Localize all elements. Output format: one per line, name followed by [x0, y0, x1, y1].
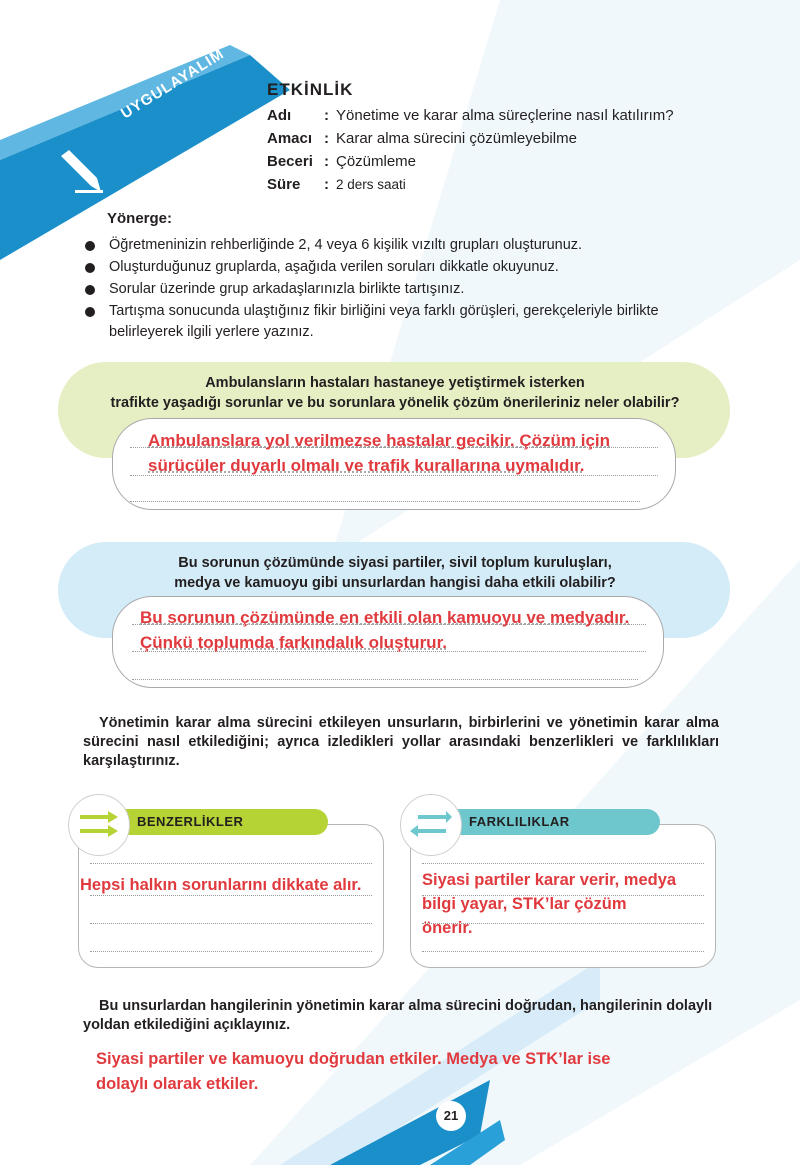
direct-indirect-answer-line2: dolaylı olarak etkiler. — [96, 1075, 259, 1093]
question1-line1: Ambulansların hastaları hastaneye yetiştirmek isterken — [205, 375, 585, 391]
question2-answer-line1: Bu sorunun çözümünde en etkili olan kamuoyu ve medyadır. — [140, 608, 630, 627]
info-key: Beceri — [267, 153, 313, 170]
info-key: Süre — [267, 176, 301, 193]
list-item-text: Tartışma sonucunda ulaştığınız fikir birliğini veya farklı görüşleri, gerekçeleriyle birlikte belirleyerek ilgili yerlere yazınız. — [109, 303, 659, 340]
list-item-text: Öğretmeninizin rehberliğinde 2, 4 veya 6 kişilik vızıltı grupları oluşturunuz. — [109, 237, 583, 253]
list-item — [85, 279, 725, 300]
exchange-arrows-icon — [410, 809, 452, 841]
direct-indirect-answer — [96, 1047, 736, 1097]
question1-answer — [148, 428, 668, 478]
info-colon: : — [324, 130, 329, 147]
info-row-aim — [267, 127, 674, 150]
info-row-duration — [267, 173, 674, 196]
info-key: Amacı — [267, 130, 313, 147]
question1-line2: trafikte yaşadığı sorunlar ve bu sorunlara yönelik çözüm önerileriniz neler olabilir? — [110, 395, 680, 411]
pencil-icon — [55, 150, 105, 195]
question2-text — [70, 553, 720, 593]
activity-title: ETKİNLİK — [267, 80, 354, 99]
differences-answer — [422, 868, 712, 940]
info-key: Adı — [267, 107, 292, 124]
list-item — [85, 257, 725, 278]
info-colon: : — [324, 176, 329, 193]
compare-instruction: Yönetimin karar alma sürecini etkileyen unsurların, birbirlerini ve yönetimin karar alma sürecini nasıl etkilediğini; ayrıca izledikleri yollar arasındaki benzerlikleri ve farklılıkları karşılaştırınız. — [83, 715, 719, 769]
differences-answer-line1: Siyasi partiler karar verir, medya — [422, 871, 677, 889]
bullet-icon — [85, 307, 95, 317]
list-item-text: Oluşturduğunuz gruplarda, aşağıda verilen soruları dikkatle okuyunuz. — [109, 259, 559, 275]
banner-label: UYGULAYALIM — [118, 45, 228, 123]
question1-text — [70, 373, 720, 413]
question2-answer — [140, 605, 660, 655]
answer-line — [90, 863, 372, 864]
instructions — [85, 210, 725, 344]
info-colon: : — [324, 153, 329, 170]
differences-answer-line2: bilgi yayar, STK’lar çözüm — [422, 895, 627, 913]
info-value: Yönetime ve karar alma süreçlerine nasıl katılırım? — [336, 107, 674, 124]
similarities-answer: Hepsi halkın sorunlarını dikkate alır. — [80, 876, 362, 894]
question2-answer-line2: Çünkü toplumda farkındalık oluşturur. — [140, 633, 447, 652]
info-value: Çözümleme — [336, 153, 417, 170]
list-item — [85, 235, 725, 256]
info-row-skill — [267, 150, 674, 173]
list-item-text: Sorular üzerinde grup arkadaşlarınızla birlikte tartışınız. — [109, 281, 465, 297]
answer-line — [90, 951, 372, 952]
answer-line — [132, 679, 638, 680]
bullet-icon — [85, 241, 95, 251]
instructions-title: Yönerge: — [107, 210, 173, 227]
question2-line1: Bu sorunun çözümünde siyasi partiler, sivil toplum kuruluşları, — [178, 555, 612, 571]
page-number: 21 — [436, 1101, 466, 1131]
direct-indirect-answer-line1: Siyasi partiler ve kamuoyu doğrudan etkiler. Medya ve STK’lar ise — [96, 1050, 611, 1068]
question2-line2: medya ve kamuoyu gibi unsurlardan hangisi daha etkili olabilir? — [174, 575, 616, 591]
similarities-label: BENZERLİKLER — [137, 814, 244, 829]
answer-line — [90, 923, 372, 924]
answer-line — [422, 951, 704, 952]
info-colon: : — [324, 107, 329, 124]
differences-label: FARKLILIKLAR — [469, 814, 570, 829]
differences-answer-line3: önerir. — [422, 919, 473, 937]
list-item — [85, 301, 725, 343]
bullet-icon — [85, 263, 95, 273]
info-value: 2 ders saati — [336, 177, 406, 192]
info-row-name — [267, 104, 674, 127]
info-value: Karar alma sürecini çözümleyebilme — [336, 130, 577, 147]
answer-line — [130, 501, 640, 502]
question1-answer-line1: Ambulanslara yol verilmezse hastalar gecikir. Çözüm için — [148, 431, 611, 450]
question1-answer-line2: sürücüler duyarlı olmalı ve trafik kurallarına uymalıdır. — [148, 456, 585, 475]
right-arrows-icon — [78, 809, 120, 841]
direct-indirect-question: Bu unsurlardan hangilerinin yönetimin karar alma sürecini doğrudan, hangilerinin dolaylı yoldan etkilediğini açıklayınız. — [83, 998, 713, 1033]
activity-header — [267, 80, 674, 196]
bullet-icon — [85, 285, 95, 295]
answer-line — [422, 863, 704, 864]
